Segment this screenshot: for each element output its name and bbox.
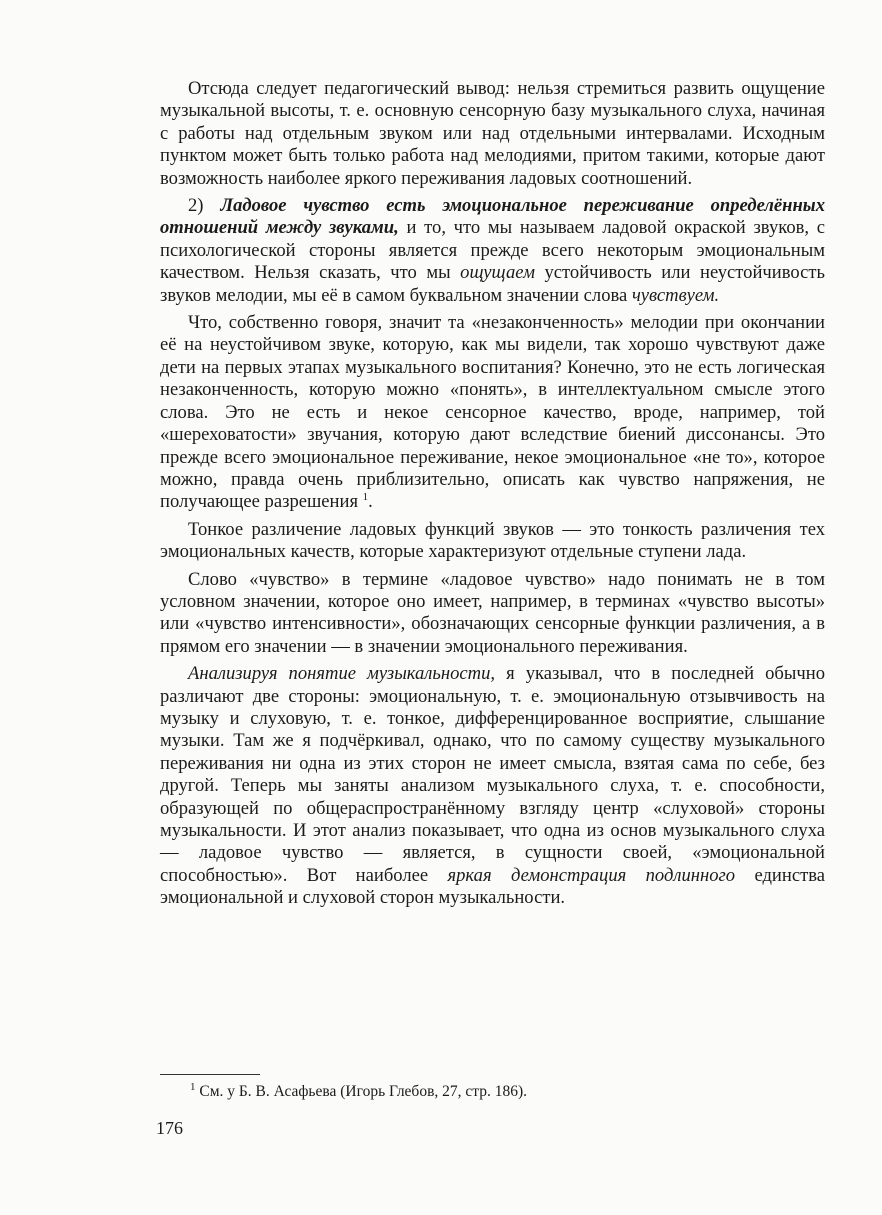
page-number: 176 bbox=[156, 1118, 183, 1138]
paragraph-4: Тонкое различение ладовых функций звуков — это тонкость различения тех эмоциональных качеств, которые характеризуют отдельные ступени лада. bbox=[160, 518, 825, 563]
emphasis-analiziruya: Анализируя понятие музыкальности, bbox=[188, 663, 496, 685]
paragraph-1: Отсюда следует педагогический вывод: нельзя стремиться развить ощущение музыкальной высоты, т. е. основную сенсорную базу музыкального слуха, начиная с работы над отдельным звуком или над отдельными интервалами. Исходным пунктом может быть только работа над мелодиями, притом такими, которые дают возможность наиболее яркого переживания ладовых соотношений. bbox=[160, 78, 825, 189]
emphasis-demonstraciya: яркая демонстрация подлинного bbox=[447, 864, 736, 886]
paragraph-5: Слово «чувство» в термине «ладовое чувство» надо понимать не в том условном значении, которое оно имеет, например, в терминах «чувство высоты» или «чувство интенсивности», обозначающих сенсорные функции различения, а в прямом его значении — в значении эмоционального переживания. bbox=[160, 568, 825, 657]
footnote-text: См. у Б. В. Асафьева (Игорь Глебов, 27, стр. 186). bbox=[199, 1083, 528, 1100]
paragraph-3-text: Что, собственно говоря, значит та «незаконченность» мелодии при окончании её на неустойчивом звуке, которую, как мы видели, так хорошо чувствуют даже дети на первых этапах музыкального воспитания? Конечно, это не есть логическая незаконченность, которую можно «понять», в интеллектуальном смысле этого слова. Это не есть и некое сенсорное качество, вроде, например, той «шереховатости» звучания, которую дают вследствие биений диссонансы. Это прежде всего эмоциональное переживание, некое эмоциональное «не то», которое можно, правда очень приблизительно, описать как чувство напряжения, не получающее разрешения bbox=[160, 312, 825, 513]
footnote-divider bbox=[160, 1074, 260, 1075]
paragraph-2 bbox=[160, 195, 825, 307]
emphasis-oshchushchaem: ощущаем bbox=[460, 262, 535, 284]
footnote-reference[interactable]: 1 bbox=[362, 491, 369, 504]
emphasis-chuvstvuem: чувствуем. bbox=[631, 284, 720, 306]
paragraph-3 bbox=[160, 312, 825, 514]
main-text bbox=[160, 78, 825, 910]
footnote bbox=[190, 1082, 810, 1102]
paragraph-2-text-1: и то, что мы называем ладовой окраской звуков, с психологической стороны является прежде всего некоторым эмоциональным качеством. Нельзя сказать, что мы bbox=[160, 217, 826, 284]
paragraph-3-end: . bbox=[368, 491, 373, 513]
paragraph-2-lead: 2) bbox=[188, 195, 221, 217]
paragraph-6 bbox=[160, 663, 825, 909]
paragraph-6-text-1: я указывал, что в последней обычно различают две стороны: эмоциональную, т. е. эмоциональную отзывчивость на музыку и слуховую, т. е. тонкое, дифференцированное восприятие, слышание музыки. Там же я подчёркивал, однако, что по самому существу музыкального переживания ни одна из этих сторон не имеет смысла, взятая сама по себе, без другой. Теперь мы заняты анализом музыкального слуха, т. е. способности, образующей по общераспространённому взгляду центр «слуховой» стороны музыкальности. И этот анализ показывает, что одна из основ музыкального слуха — ладовое чувство — является, в сущности своей, «эмоциональной способностью». Вот наиболее bbox=[160, 663, 825, 886]
ladovoe-chuvstvo-definition: Ладовое чувство есть эмоциональное переживание определённых отношений между звуками, bbox=[160, 195, 825, 239]
footnote-mark: 1 bbox=[190, 1080, 196, 1093]
paragraph-6-text-2: единства эмоциональной и слуховой сторон музыкальности. bbox=[160, 864, 825, 909]
paragraph-2-text-2: устойчивость или неустойчивость звуков мелодии, мы её в самом буквальном значении слова bbox=[160, 262, 825, 306]
